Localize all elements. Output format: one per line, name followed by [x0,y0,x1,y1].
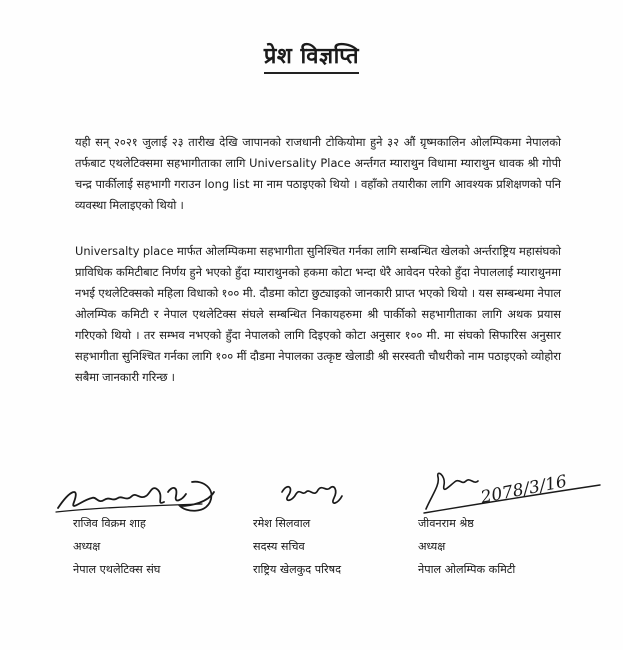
signatory-2 [253,512,341,581]
signatory-3-position: अध्यक्ष [418,540,446,553]
signatory-3-organization: नेपाल ओलम्पिक कमिटी [418,563,516,576]
paragraph-2: Universalty place मार्फत ओलम्पिकमा सहभागीता सुनिश्चित गर्नका लागि सम्बन्धित खेलको अर्न्तराष्ट्रिय महासंघको प्राविधिक कमिटीबाट निर्णय हुने भएको हुँदा म्याराथुनको हकमा कोटा भन्दा धेरै आवेदन परेको हुँदा नेपाललाई म्याराथुनमा नभई एथलेटिक्सको महिला विधाको १०० मी. दौडमा कोटा छुट्याइको जानकारी प्राप्त भएको थियो । यस सम्बन्धमा नेपाल ओलम्पिक कमिटी र नेपाल एथलेटिक्स संघले सम्बन्धित निकायहरुमा श्री पार्कीको सहभागीताका लागि अथक प्रयास गरिएको थियो । तर सम्भव नभएको हुँदा नेपालको लागि दिइएको कोटा अनुसार १०० मी. मा संघको सिफारिस अनुसार सहभागीता सुनिश्चित गर्नका लागि १०० मीं दौडमा नेपालका उत्कृष्ट खेलाडी श्री सरस्वती चौधरीको नाम पठाइएको व्योहोरा सबैमा जानकारी गरिन्छ । [75,244,561,384]
signatory-1 [73,512,160,581]
signatory-1-organization: नेपाल एथलेटिक्स संघ [73,563,161,576]
document-title-text: प्रेश विज्ञप्ति [264,44,359,74]
signatory-3-name: जीवनराम श्रेष्ठ [418,517,474,530]
signatory-1-position: अध्यक्ष [73,540,101,553]
signatory-2-organization: राष्ट्रिय खेलकुद परिषद [253,563,342,576]
signatory-3 [418,512,515,581]
document-title [0,40,623,70]
signatory-1-name: राजिव विक्रम शाह [73,517,146,530]
paragraph-1: यही सन् २०२१ जुलाई २३ तारीख देखि जापानको राजधानी टोकियोमा हुने ३२ औं ग्रृष्मकालिन ओलम्पिकमा नेपालको तर्फबाट एथलेटिक्समा सहभागीताका लागि Universality Place अर्न्तगत म्याराथुन विधामा म्याराथुन धावक श्री गोपी चन्द्र पार्कीलाई सहभागी गराउन long list मा नाम पठाइएको थियो । वहाँको तयारीका लागि आवश्यक प्रशिक्षणको पनि व्यवस्था मिलाइएको थियो । [75,135,561,212]
signatory-2-name: रमेश सिलवाल [253,517,311,530]
handwritten-date: 2078/3/16 [479,471,569,508]
signatory-2-position: सदस्य सचिव [253,540,305,553]
